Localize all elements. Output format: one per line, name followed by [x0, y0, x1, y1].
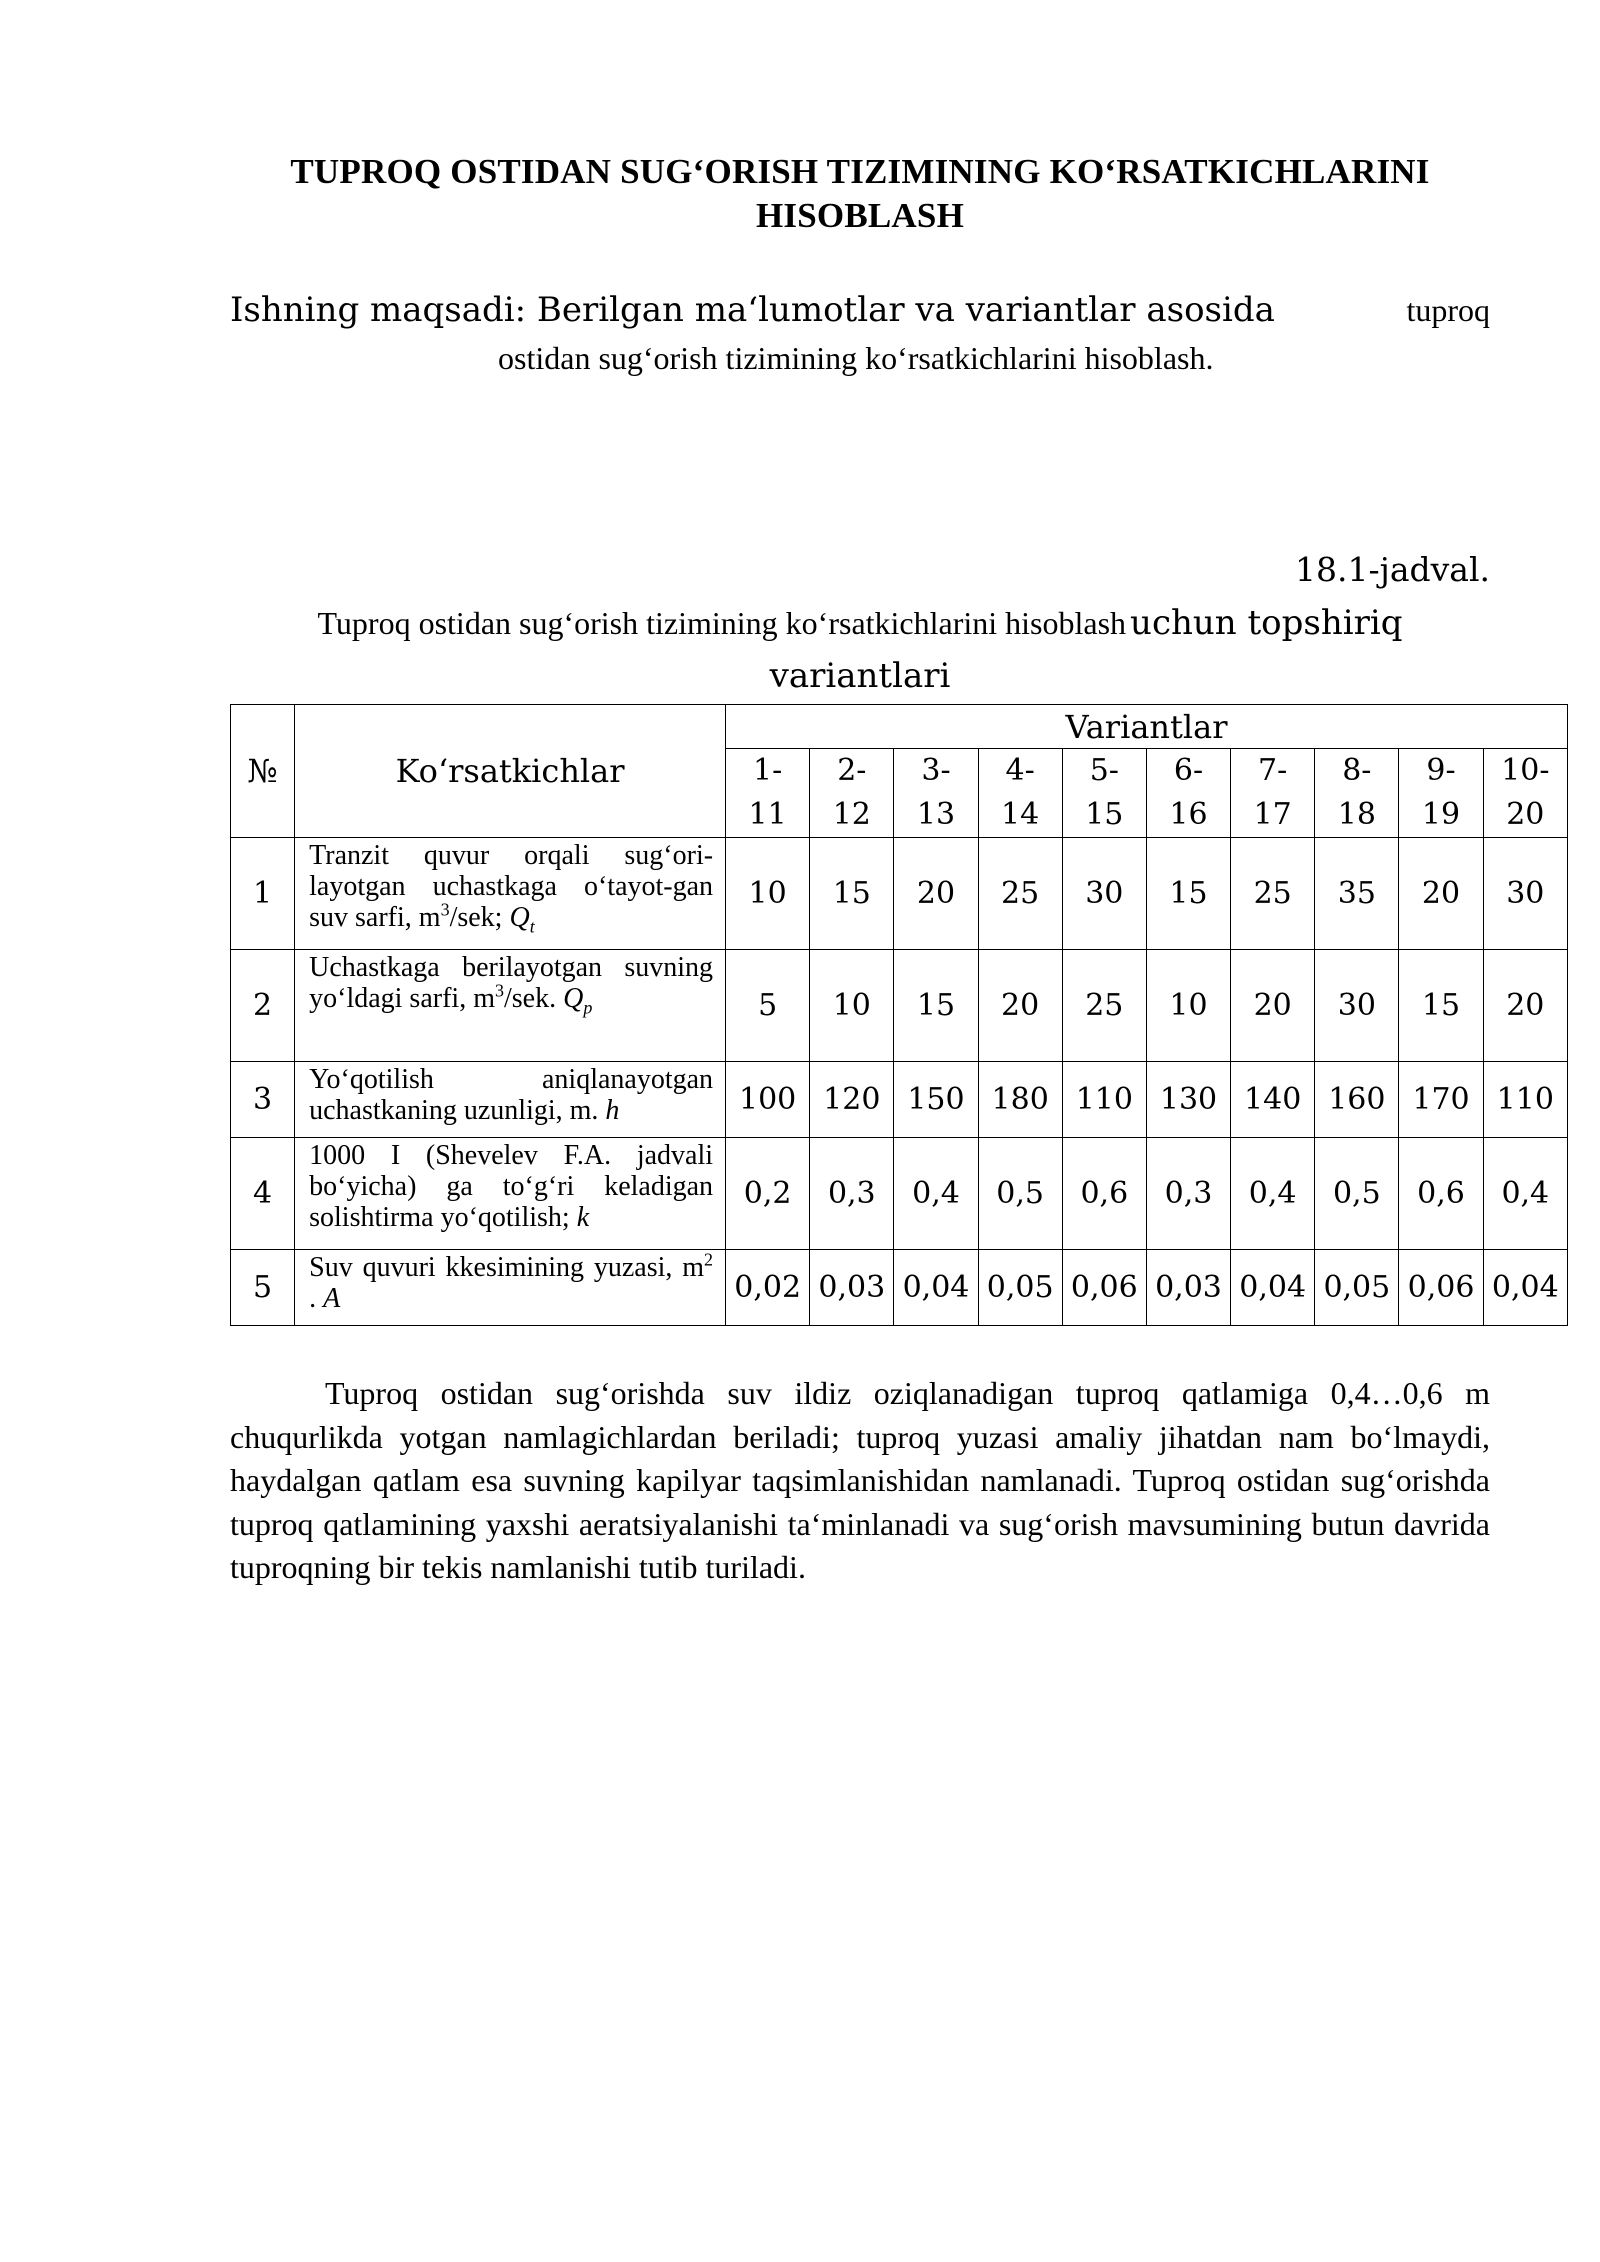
row-number: 3: [231, 1062, 295, 1138]
value-cell: 140: [1231, 1062, 1315, 1138]
variant-header-cell: [978, 749, 1062, 838]
value-cell: 35: [1315, 838, 1399, 950]
variant-header-cell: [1231, 749, 1315, 838]
value-cell: 30: [1483, 838, 1567, 950]
value-cell: 100: [726, 1062, 810, 1138]
variant-header-top: 10-: [1501, 753, 1550, 788]
value-cell: 0,04: [894, 1250, 978, 1326]
purpose-text-part-1: Ishning maqsadi: Berilgan maʻlumotlar va variantlar asosida: [230, 290, 1275, 330]
variant-header-bottom: 17: [1253, 797, 1292, 832]
table-row: [231, 950, 1568, 1062]
row-number: 1: [231, 838, 295, 950]
caption-part-2: uchun topshiriq variantlari: [769, 603, 1403, 696]
indicator-cell: [295, 1062, 726, 1138]
unit-superscript: 2: [704, 1249, 714, 1270]
indicator-text: Suv quvuri kkesimining yuzasi, m: [309, 1252, 705, 1283]
title-line-1: TUPROQ OSTIDAN SUGʻORISH TIZIMINING KOʻRSATKICHLARINI: [290, 152, 1430, 191]
value-cell: 25: [1062, 950, 1146, 1062]
table-number: 18.1-jadval.: [1294, 550, 1490, 589]
value-cell: 0,04: [1231, 1250, 1315, 1326]
unit-superscript: 3: [440, 899, 450, 920]
value-cell: 0,3: [1146, 1138, 1230, 1250]
variant-header-top: 5-: [1089, 753, 1119, 788]
row-number: 5: [231, 1250, 295, 1326]
value-cell: 110: [1483, 1062, 1567, 1138]
indicator-cell: [295, 1250, 726, 1326]
unit-superscript: 3: [494, 980, 504, 1001]
variants-table: [230, 704, 1568, 1326]
variant-header-top: 4-: [1005, 753, 1035, 788]
indicator-text: Uchastkaga berilayotgan suvning yoʻldagi sarfi, m: [309, 952, 714, 1014]
indicator-unit-text: /sek;: [449, 902, 510, 933]
row-number: 4: [231, 1138, 295, 1250]
value-cell: 0,5: [1315, 1138, 1399, 1250]
indicator-unit-text: /sek.: [503, 983, 564, 1014]
indicator-cell: [295, 1138, 726, 1250]
symbol-subscript: p: [583, 997, 593, 1018]
value-cell: 170: [1399, 1062, 1483, 1138]
indicator-unit-text: .: [309, 1283, 324, 1314]
value-cell: 180: [978, 1062, 1062, 1138]
column-header-number: №: [231, 705, 295, 838]
symbol-subscript: t: [529, 916, 535, 937]
variant-header-bottom: 20: [1506, 797, 1545, 832]
variant-header-bottom: 12: [832, 797, 871, 832]
value-cell: 15: [810, 838, 894, 950]
variant-header-bottom: 19: [1421, 797, 1461, 832]
value-cell: 0,06: [1062, 1250, 1146, 1326]
value-cell: 0,05: [978, 1250, 1062, 1326]
page-title: [230, 150, 1490, 238]
indicator-symbol: h: [605, 1095, 620, 1126]
value-cell: 0,06: [1399, 1250, 1483, 1326]
body-paragraph-text: Tuproq ostidan sugʻorishda suv ildiz oziqlanadigan tuproq qatlamiga 0,4…0,6 m chuqurlikda yotgan namlagichlardan beriladi; tuproq yuzasi amaliy jihatdan nam boʻlmaydi, haydalgan qatlam esa suvning kapilyar taqsimlanishidan namlanadi. Tuproq ostidan sugʻorishda tuproq qatlamining yaxshi aeratsiyalanishi taʻminlanadi va sugʻorish mavsumining butun davrida tuproqning bir tekis namlanishi tutib turiladi.: [230, 1375, 1490, 1585]
value-cell: 20: [1231, 950, 1315, 1062]
variant-header-top: 9-: [1426, 753, 1456, 788]
variant-header-bottom: 18: [1337, 797, 1376, 832]
column-header-indicators: Koʻrsatkichlar: [295, 705, 726, 838]
value-cell: 0,4: [1231, 1138, 1315, 1250]
purpose-line-2: ostidan sugʻorish tizimining koʻrsatkichlarini hisoblash.: [498, 340, 1214, 376]
value-cell: 15: [1146, 838, 1230, 950]
variant-header-bottom: 14: [1001, 797, 1040, 832]
variant-header-cell: [894, 749, 978, 838]
value-cell: 20: [894, 838, 978, 950]
caption-part-1: Tuproq ostidan sugʻorish tizimining koʻrsatkichlarini hisoblash: [317, 605, 1127, 641]
value-cell: 110: [1062, 1062, 1146, 1138]
value-cell: 0,02: [726, 1250, 810, 1326]
variant-header-top: 7-: [1258, 753, 1288, 788]
value-cell: 20: [1483, 950, 1567, 1062]
value-cell: 10: [726, 838, 810, 950]
value-cell: 120: [810, 1062, 894, 1138]
value-cell: 30: [1062, 838, 1146, 950]
variant-header-cell: [1315, 749, 1399, 838]
variant-header-bottom: 15: [1085, 797, 1124, 832]
variant-header-bottom: 13: [916, 797, 956, 832]
indicator-text: Yoʻqotilish aniqlanayotgan uchastkaning uzunligi, m.: [309, 1064, 714, 1126]
value-cell: 25: [978, 838, 1062, 950]
variant-header-top: 1-: [753, 753, 783, 788]
value-cell: 10: [1146, 950, 1230, 1062]
variant-header-top: 8-: [1342, 753, 1372, 788]
indicator-text: 1000 I (Shevelev F.A. jadvali boʻyicha) ga toʻgʻri keladigan solishtirma yoʻqotilish;: [309, 1140, 714, 1233]
value-cell: 0,03: [810, 1250, 894, 1326]
value-cell: 0,4: [1483, 1138, 1567, 1250]
indicator-symbol: Q: [509, 902, 530, 933]
value-cell: 0,04: [1483, 1250, 1567, 1326]
value-cell: 0,2: [726, 1138, 810, 1250]
indicator-symbol: Q: [563, 983, 584, 1014]
row-number: 2: [231, 950, 295, 1062]
value-cell: 20: [1399, 838, 1483, 950]
variant-header-cell: [1399, 749, 1483, 838]
value-cell: 160: [1315, 1062, 1399, 1138]
value-cell: 30: [1315, 950, 1399, 1062]
indicator-symbol: k: [576, 1202, 590, 1233]
indicator-symbol: A: [323, 1283, 341, 1314]
purpose-line-1: [230, 290, 1490, 330]
body-paragraph: [230, 1372, 1490, 1590]
value-cell: 0,05: [1315, 1250, 1399, 1326]
value-cell: 15: [1399, 950, 1483, 1062]
table-row: [231, 1138, 1568, 1250]
variant-header-cell: [810, 749, 894, 838]
table-row: [231, 1062, 1568, 1138]
value-cell: 15: [894, 950, 978, 1062]
value-cell: 0,3: [810, 1138, 894, 1250]
value-cell: 0,6: [1062, 1138, 1146, 1250]
indicator-cell: [295, 950, 726, 1062]
table-row: [231, 838, 1568, 950]
variant-header-bottom: 11: [748, 797, 787, 832]
purpose-text-part-2: tuproq: [1406, 292, 1490, 328]
table-row: [231, 1250, 1568, 1326]
value-cell: 5: [726, 950, 810, 1062]
value-cell: 10: [810, 950, 894, 1062]
work-purpose: [230, 290, 1490, 377]
value-cell: 25: [1231, 838, 1315, 950]
value-cell: 0,4: [894, 1138, 978, 1250]
variant-header-top: 6-: [1173, 753, 1204, 788]
title-line-2: HISOBLASH: [756, 196, 964, 235]
variant-header-cell: [1062, 749, 1146, 838]
column-header-variants: Variantlar: [726, 705, 1568, 749]
value-cell: 150: [894, 1062, 978, 1138]
variant-header-cell: [1483, 749, 1567, 838]
value-cell: 0,5: [978, 1138, 1062, 1250]
indicator-cell: [295, 838, 726, 950]
variant-header-cell: [1146, 749, 1230, 838]
indicator-text: Tranzit quvur orqali sugʻori-layotgan uchastkaga oʻtayot-gan suv sarfi, m: [309, 840, 714, 933]
table-caption: [230, 600, 1490, 706]
variant-header-bottom: 16: [1169, 797, 1208, 832]
variant-header-top: 2-: [837, 753, 867, 788]
variant-header-top: 3-: [921, 753, 951, 788]
value-cell: 130: [1146, 1062, 1230, 1138]
value-cell: 20: [978, 950, 1062, 1062]
variant-header-cell: [726, 749, 810, 838]
value-cell: 0,6: [1399, 1138, 1483, 1250]
value-cell: 0,03: [1146, 1250, 1230, 1326]
